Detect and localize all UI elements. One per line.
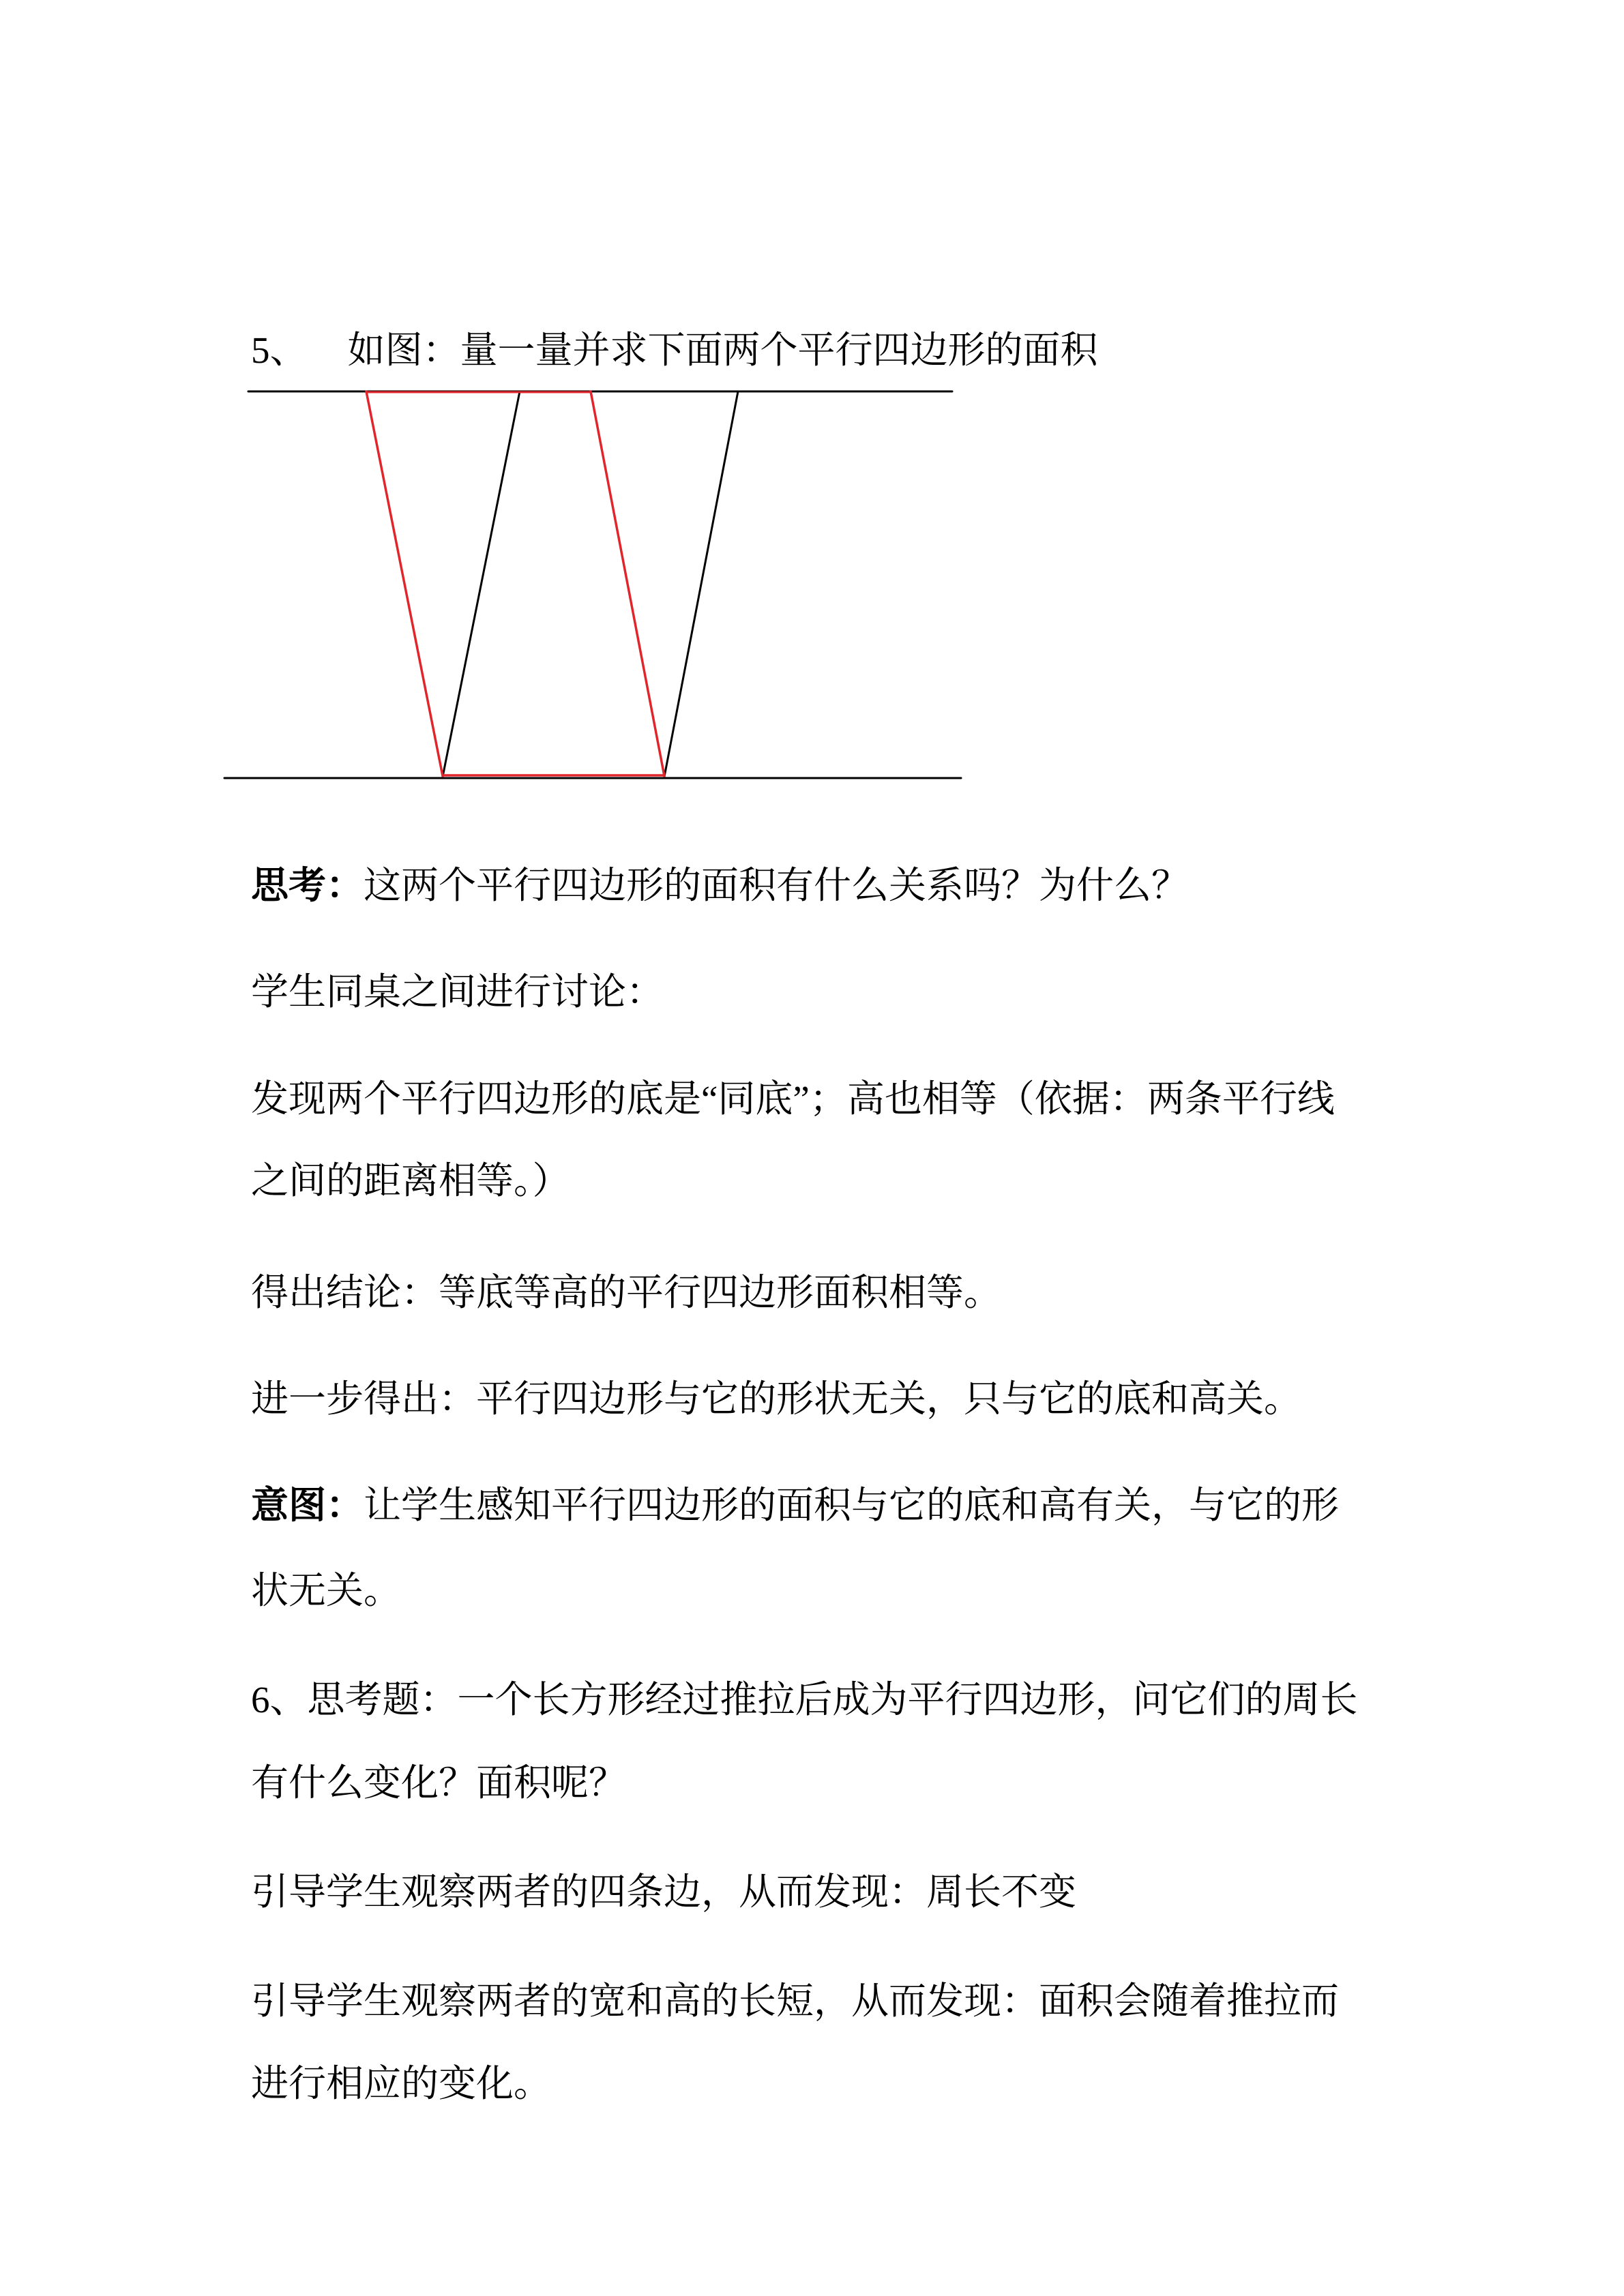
question-5-text: 如图：量一量并求下面两个平行四边形的面积 [347, 329, 1098, 371]
guide-2-line-1: 引导学生观察两者的宽和高的长短，从而发现：面积会随着推拉而 [251, 1980, 1340, 2022]
finding-line-2: 之间的距离相等。） [251, 1160, 570, 1202]
red-parallelogram-right-side [591, 391, 664, 776]
black-parallelogram-left-side [443, 391, 520, 777]
think-label: 思考： [251, 865, 364, 906]
intent-line-1 [251, 1487, 1339, 1525]
question-6-line-2: 有什么变化？面积呢？ [251, 1762, 627, 1804]
red-parallelogram-left-side [366, 391, 443, 776]
think-paragraph [251, 867, 1189, 905]
intent-label: 意图： [251, 1485, 364, 1526]
finding-line-1: 发现两个平行四边形的底是“同底”；高也相等（依据：两条平行线 [251, 1078, 1335, 1120]
conclusion-paragraph: 得出结论：等底等高的平行四边形面积相等。 [251, 1272, 1002, 1313]
guide-1-paragraph: 引导学生观察两者的四条边，从而发现：周长不变 [251, 1871, 1077, 1913]
discussion-paragraph: 学生同桌之间进行讨论： [251, 971, 664, 1013]
question-6-line-1: 6、思考题：一个长方形经过推拉后成为平行四边形，问它们的周长 [251, 1679, 1358, 1720]
further-conclusion-paragraph: 进一步得出：平行四边形与它的形状无关，只与它的底和高关。 [251, 1378, 1302, 1420]
intent-text: 让学生感知平行四边形的面积与它的底和高有关，与它的形 [364, 1485, 1340, 1526]
think-text: 这两个平行四边形的面积有什么关系吗？为什么？ [364, 865, 1190, 906]
black-parallelogram-right-side [664, 391, 738, 777]
intent-line-2: 状无关。 [251, 1570, 402, 1611]
parallelogram-diagram [205, 368, 989, 805]
guide-2-line-2: 进行相应的变化。 [251, 2063, 552, 2104]
question-5-heading [251, 331, 1098, 370]
question-5-number: 5、 [251, 329, 308, 371]
